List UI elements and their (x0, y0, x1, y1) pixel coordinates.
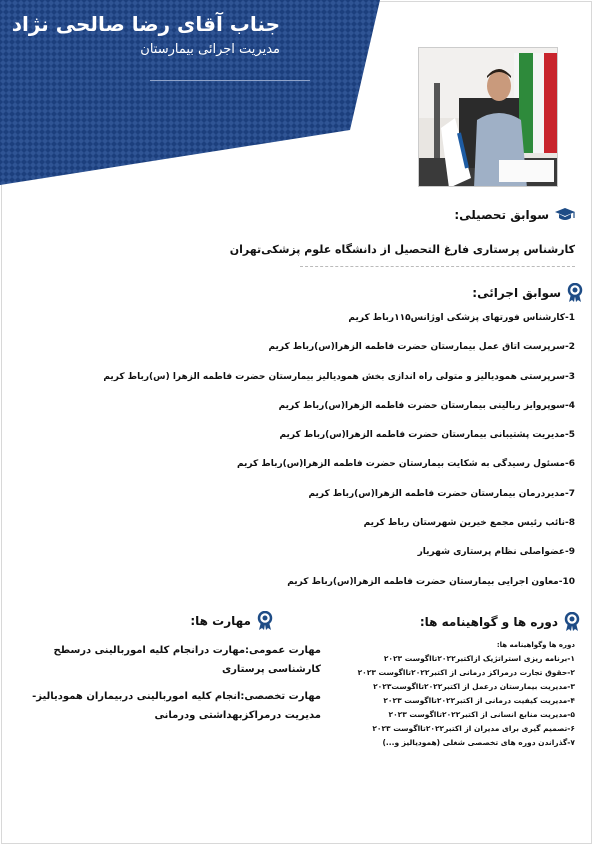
award-badge-icon (567, 283, 583, 303)
experience-title: سوابق اجرائی: (472, 286, 561, 300)
course-item: ۳-مدیریت بیمارستان درعمل از اکتبر۲۰۲۲تااگوست۲۰۲۳ (373, 682, 575, 691)
course-item: ۱-برنامه ریزی استراتژیک ازاکتبر۲۰۲۲تااگوست ۲۰۲۳ (383, 654, 575, 663)
header-divider (150, 80, 310, 81)
skills-title: مهارت ها: (190, 614, 251, 628)
experience-item: 7-مدیردرمان بیمارستان حضرت فاطمه الزهرا(س)رباط کریم (308, 488, 575, 499)
experience-item: 5-مدیریت پشتیبانی بیمارستان حضرت فاطمه الزهرا(س)رباط کریم (279, 430, 575, 441)
person-name: جناب آقای رضا صالحی نژاد (11, 12, 280, 36)
course-item: ۵-مدیریت منابع انسانی از اکتبر۲۰۲۲تااگوست ۲۰۲۳ (388, 710, 575, 719)
experience-list (103, 313, 575, 606)
education-divider (300, 266, 575, 267)
education-heading (454, 207, 575, 223)
courses-title: دوره ها و گواهینامه ها: (419, 615, 558, 629)
courses-heading (420, 612, 580, 632)
general-skill: مهارت عمومی:مهارت درانجام کلیه اموربالینی درسطح کارشناسی پرستاری (53, 645, 321, 675)
experience-item: 8-نائب رئیس مجمع خیرین شهرستان رباط کریم (363, 518, 575, 529)
graduation-cap-icon (555, 207, 575, 223)
job-title: مدیریت اجرائی بیمارستان (140, 42, 280, 57)
education-text: کارشناس پرستاری فارغ التحصیل از دانشگاه علوم پزشکی‌تهران (229, 243, 575, 256)
course-item: ۷-گذراندن دوره های تخصصی شغلی (همودیالیز و...) (382, 738, 575, 747)
courses-list (330, 641, 575, 752)
course-item: ۲-حقوق تجارت درمراکز درمانی از اکتبر۲۰۲۲تااگوست ۲۰۲۳ (357, 668, 575, 677)
experience-item: 9-عضواصلی نظام پرستاری شهریار (417, 547, 575, 558)
skills-heading (190, 611, 273, 631)
course-item: ۶-تصمیم گیری برای مدیران از اکتبر۲۰۲۲تااگوست ۲۰۲۳ (372, 724, 575, 733)
course-item: ۴-مدیریت کیفیت درمانی از اکتبر۲۰۲۲تااگوست ۲۰۲۳ (383, 696, 575, 705)
header-text (12, 12, 280, 57)
award-badge-icon (257, 611, 273, 631)
experience-item: 2-سرپرست اتاق عمل بیمارستان حضرت فاطمه الزهرا(س)رباط کریم (268, 342, 575, 353)
specialist-skill: مهارت تخصصی:انجام کلیه اموربالینی دربیماران همودیالیز- مدیریت درمراکزبهداشتی ودرمانی (32, 691, 321, 721)
courses-subheader: دوره ها وگواهینامه ها: (496, 641, 575, 649)
award-badge-icon (564, 612, 580, 632)
education-title: سوابق تحصیلی: (454, 208, 549, 222)
experience-item: 6-مسئول رسیدگی به شکایت بیمارستان حضرت فاطمه الزهرا(س)رباط کریم (236, 459, 575, 470)
experience-item: 10-معاون اجرایی بیمارستان حضرت فاطمه الزهرا(س)رباط کریم (287, 576, 575, 587)
experience-item: 3-سرپرستی همودیالیز و متولی راه اندازی بخش همودیالیز بیمارستان حضرت فاطمه الزهرا (س)رباط کریم (103, 371, 575, 382)
experience-item: 1-کارشناس فورتهای پزشکی اوژانس۱۱۵رباط کریم (348, 313, 575, 323)
experience-item: 4-سوپروایز ربالینی بیمارستان حضرت فاطمه الزهرا(س)رباط کریم (278, 400, 575, 411)
experience-heading (472, 283, 583, 303)
profile-photo (418, 47, 558, 187)
